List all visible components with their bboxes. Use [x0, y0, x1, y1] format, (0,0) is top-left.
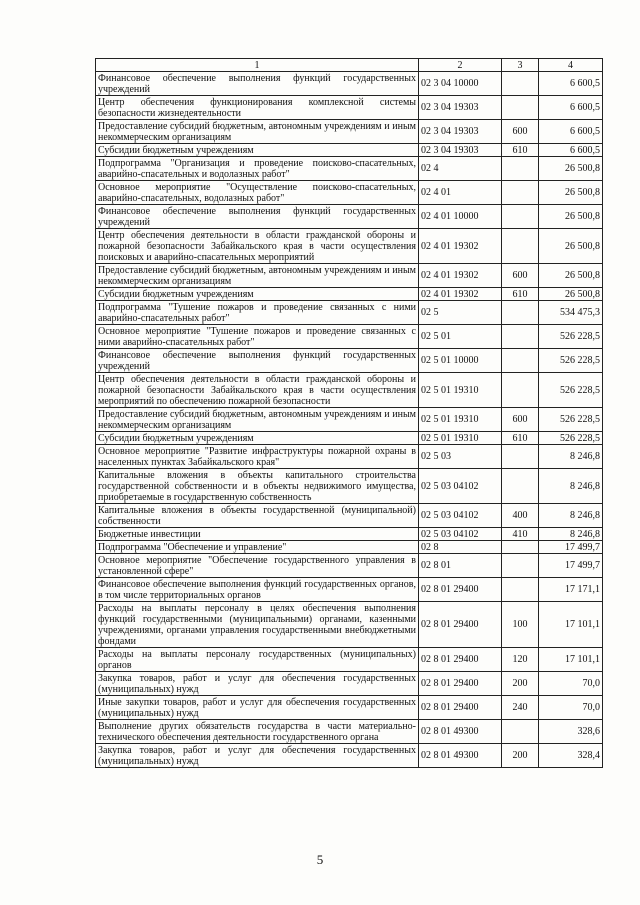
table-row [96, 157, 603, 181]
row-name-cell: Центр обеспечения функционирования комплексной системы безопасности жизнедеятельности [96, 96, 419, 120]
table-row [96, 720, 603, 744]
row-name-cell: Субсидии бюджетным учреждениям [96, 288, 419, 301]
row-code-cell: 02 8 01 49300 [419, 744, 502, 768]
table-row [96, 445, 603, 469]
row-name-cell: Финансовое обеспечение выполнения функций государственных учреждений [96, 72, 419, 96]
row-sum-cell: 526 228,5 [539, 432, 603, 445]
table-row [96, 744, 603, 768]
row-vr-cell [502, 157, 539, 181]
table-row [96, 554, 603, 578]
row-name-cell: Капитальные вложения в объекты капитального строительства государственной собственности и в объекты недвижимого имущества, приобретаемые в государственную собственность [96, 469, 419, 504]
row-vr-cell [502, 445, 539, 469]
row-vr-cell: 120 [502, 648, 539, 672]
row-name-cell: Выполнение других обязательств государства в части материально-технического обеспечения деятельности государственного органа [96, 720, 419, 744]
row-vr-cell: 100 [502, 602, 539, 648]
row-code-cell: 02 8 01 29400 [419, 696, 502, 720]
row-name-cell: Основное мероприятие "Обеспечение государственного управления в установленной сфере" [96, 554, 419, 578]
row-name-cell: Бюджетные инвестиции [96, 528, 419, 541]
row-name-cell: Центр обеспечения деятельности в области гражданской обороны и пожарной безопасности Забайкальского края в части осуществления поисковых и аварийно-спасательных мероприятий [96, 229, 419, 264]
budget-table [95, 58, 603, 768]
table-row [96, 325, 603, 349]
row-name-cell: Финансовое обеспечение выполнения функций государственных учреждений [96, 205, 419, 229]
table-row [96, 648, 603, 672]
table-row [96, 578, 603, 602]
row-name-cell: Предоставление субсидий бюджетным, автономным учреждениям и иным некоммерческим организациям [96, 120, 419, 144]
row-name-cell: Расходы на выплаты персоналу в целях обеспечения выполнения функций государственными (муниципальными) органами, казенными учреждениями, органами управления государственными внебюджетными фондами [96, 602, 419, 648]
table-row [96, 696, 603, 720]
table-row [96, 144, 603, 157]
row-sum-cell: 534 475,3 [539, 301, 603, 325]
row-vr-cell [502, 325, 539, 349]
table-row [96, 504, 603, 528]
row-sum-cell: 17 171,1 [539, 578, 603, 602]
table-row [96, 528, 603, 541]
row-code-cell: 02 5 01 19310 [419, 373, 502, 408]
row-vr-cell [502, 720, 539, 744]
row-code-cell: 02 8 01 29400 [419, 602, 502, 648]
table-row [96, 672, 603, 696]
table-row [96, 72, 603, 96]
row-code-cell: 02 5 03 04102 [419, 528, 502, 541]
row-sum-cell: 526 228,5 [539, 325, 603, 349]
header-cell-3: 3 [502, 59, 539, 72]
row-name-cell: Подпрограмма "Обеспечение и управление" [96, 541, 419, 554]
header-cell-2: 2 [419, 59, 502, 72]
row-sum-cell: 526 228,5 [539, 373, 603, 408]
row-name-cell: Финансовое обеспечение выполнения функций государственных органов, в том числе территориальных органов [96, 578, 419, 602]
row-name-cell: Финансовое обеспечение выполнения функций государственных учреждений [96, 349, 419, 373]
header-cell-4: 4 [539, 59, 603, 72]
table-row [96, 349, 603, 373]
row-code-cell: 02 4 01 19302 [419, 229, 502, 264]
row-code-cell: 02 8 [419, 541, 502, 554]
row-vr-cell [502, 578, 539, 602]
row-name-cell: Закупка товаров, работ и услуг для обеспечения государственных (муниципальных) нужд [96, 744, 419, 768]
row-sum-cell: 26 500,8 [539, 229, 603, 264]
table-row [96, 181, 603, 205]
row-name-cell: Предоставление субсидий бюджетным, автономным учреждениям и иным некоммерческим организациям [96, 408, 419, 432]
row-name-cell: Основное мероприятие "Осуществление поисково-спасательных, аварийно-спасательных, водолазных работ" [96, 181, 419, 205]
row-sum-cell: 8 246,8 [539, 528, 603, 541]
row-vr-cell [502, 72, 539, 96]
row-code-cell: 02 5 01 19310 [419, 432, 502, 445]
row-sum-cell: 8 246,8 [539, 469, 603, 504]
row-vr-cell [502, 96, 539, 120]
row-vr-cell [502, 181, 539, 205]
row-vr-cell [502, 541, 539, 554]
table-row [96, 96, 603, 120]
row-code-cell: 02 4 01 19302 [419, 264, 502, 288]
row-code-cell: 02 5 03 [419, 445, 502, 469]
row-code-cell: 02 4 01 19302 [419, 288, 502, 301]
row-code-cell: 02 5 03 04102 [419, 469, 502, 504]
row-vr-cell: 400 [502, 504, 539, 528]
row-sum-cell: 17 499,7 [539, 541, 603, 554]
header-cell-1: 1 [96, 59, 419, 72]
row-sum-cell: 6 600,5 [539, 144, 603, 157]
row-name-cell: Основное мероприятие "Тушение пожаров и проведение связанных с ними аварийно-спасательных работ" [96, 325, 419, 349]
row-vr-cell [502, 373, 539, 408]
row-sum-cell: 6 600,5 [539, 72, 603, 96]
row-code-cell: 02 4 [419, 157, 502, 181]
row-vr-cell: 600 [502, 120, 539, 144]
row-name-cell: Закупка товаров, работ и услуг для обеспечения государственных (муниципальных) нужд [96, 672, 419, 696]
row-name-cell: Расходы на выплаты персоналу государственных (муниципальных) органов [96, 648, 419, 672]
row-sum-cell: 8 246,8 [539, 445, 603, 469]
row-code-cell: 02 8 01 [419, 554, 502, 578]
row-sum-cell: 17 101,1 [539, 602, 603, 648]
row-vr-cell [502, 554, 539, 578]
row-sum-cell: 17 101,1 [539, 648, 603, 672]
table-header-row [96, 59, 603, 72]
row-name-cell: Центр обеспечения деятельности в области гражданской обороны и пожарной безопасности Забайкальского края в части осуществления мероприятий по обеспечению пожарной безопасности [96, 373, 419, 408]
row-name-cell: Субсидии бюджетным учреждениям [96, 432, 419, 445]
row-sum-cell: 26 500,8 [539, 264, 603, 288]
row-sum-cell: 328,6 [539, 720, 603, 744]
table-row [96, 602, 603, 648]
row-name-cell: Подпрограмма "Организация и проведение поисково-спасательных, аварийно-спасательных и водолазных работ" [96, 157, 419, 181]
row-sum-cell: 17 499,7 [539, 554, 603, 578]
row-vr-cell: 600 [502, 264, 539, 288]
row-sum-cell: 70,0 [539, 672, 603, 696]
row-vr-cell: 200 [502, 672, 539, 696]
row-name-cell: Основное мероприятие "Развитие инфраструктуры пожарной охраны в населенных пунктах Забайкальского края" [96, 445, 419, 469]
row-vr-cell [502, 349, 539, 373]
row-sum-cell: 6 600,5 [539, 120, 603, 144]
row-vr-cell [502, 205, 539, 229]
row-vr-cell: 610 [502, 288, 539, 301]
row-code-cell: 02 8 01 49300 [419, 720, 502, 744]
row-code-cell: 02 4 01 10000 [419, 205, 502, 229]
row-vr-cell: 610 [502, 432, 539, 445]
row-vr-cell: 200 [502, 744, 539, 768]
table-row [96, 205, 603, 229]
row-code-cell: 02 8 01 29400 [419, 672, 502, 696]
table-body [96, 72, 603, 768]
row-sum-cell: 526 228,5 [539, 349, 603, 373]
row-name-cell: Капитальные вложения в объекты государственной (муниципальной) собственности [96, 504, 419, 528]
row-vr-cell: 410 [502, 528, 539, 541]
row-name-cell: Иные закупки товаров, работ и услуг для обеспечения государственных (муниципальных) нужд [96, 696, 419, 720]
document-page [95, 58, 602, 768]
row-sum-cell: 70,0 [539, 696, 603, 720]
row-code-cell: 02 5 03 04102 [419, 504, 502, 528]
row-sum-cell: 26 500,8 [539, 205, 603, 229]
row-code-cell: 02 3 04 19303 [419, 144, 502, 157]
row-vr-cell: 600 [502, 408, 539, 432]
row-sum-cell: 526 228,5 [539, 408, 603, 432]
row-vr-cell: 610 [502, 144, 539, 157]
row-vr-cell [502, 301, 539, 325]
row-name-cell: Субсидии бюджетным учреждениям [96, 144, 419, 157]
row-code-cell: 02 3 04 19303 [419, 120, 502, 144]
row-code-cell: 02 5 01 [419, 325, 502, 349]
table-row [96, 469, 603, 504]
table-row [96, 264, 603, 288]
row-vr-cell [502, 229, 539, 264]
row-code-cell: 02 5 01 19310 [419, 408, 502, 432]
table-row [96, 541, 603, 554]
row-sum-cell: 26 500,8 [539, 181, 603, 205]
row-sum-cell: 8 246,8 [539, 504, 603, 528]
row-code-cell: 02 5 01 10000 [419, 349, 502, 373]
row-name-cell: Подпрограмма "Тушение пожаров и проведение связанных с ними аварийно-спасательных работ" [96, 301, 419, 325]
table-row [96, 288, 603, 301]
row-name-cell: Предоставление субсидий бюджетным, автономным учреждениям и иным некоммерческим организациям [96, 264, 419, 288]
table-row [96, 432, 603, 445]
row-sum-cell: 6 600,5 [539, 96, 603, 120]
row-code-cell: 02 3 04 19303 [419, 96, 502, 120]
row-code-cell: 02 8 01 29400 [419, 578, 502, 602]
row-code-cell: 02 8 01 29400 [419, 648, 502, 672]
row-vr-cell: 240 [502, 696, 539, 720]
row-vr-cell [502, 469, 539, 504]
row-sum-cell: 26 500,8 [539, 157, 603, 181]
page-number: 5 [316, 852, 324, 867]
row-code-cell: 02 3 04 10000 [419, 72, 502, 96]
table-row [96, 408, 603, 432]
row-sum-cell: 26 500,8 [539, 288, 603, 301]
table-row [96, 373, 603, 408]
table-row [96, 301, 603, 325]
row-code-cell: 02 4 01 [419, 181, 502, 205]
table-row [96, 120, 603, 144]
row-code-cell: 02 5 [419, 301, 502, 325]
row-sum-cell: 328,4 [539, 744, 603, 768]
table-row [96, 229, 603, 264]
